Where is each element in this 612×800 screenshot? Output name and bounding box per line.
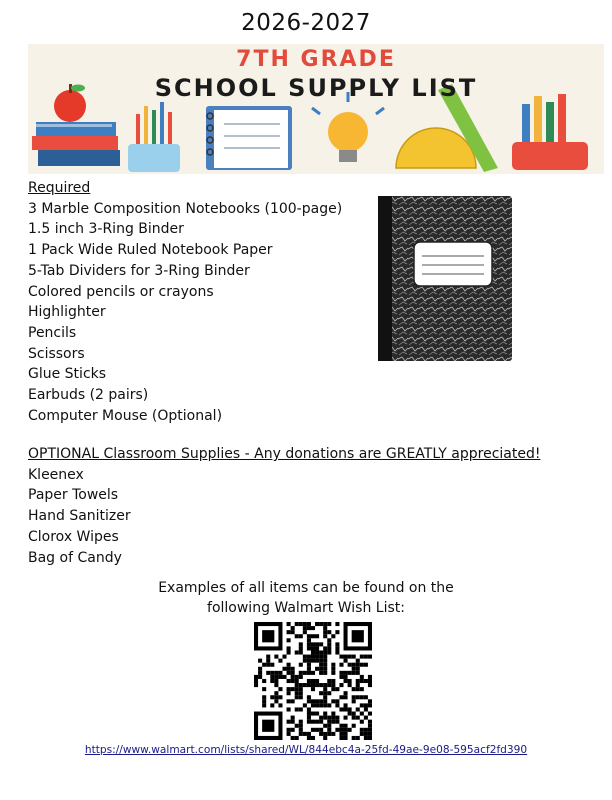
list-item: 1 Pack Wide Ruled Notebook Paper	[28, 242, 273, 259]
required-section	[28, 178, 342, 426]
list-item: 3 Marble Composition Notebooks (100-page)	[28, 200, 343, 217]
grade-heading: 7TH GRADE	[236, 47, 396, 72]
wishlist-note-line1: Examples of all items can be found on the	[158, 580, 454, 596]
spiral-notebook-icon	[206, 106, 292, 170]
list-item: Earbuds (2 pairs)	[28, 387, 149, 404]
list-item: Hand Sanitizer	[28, 508, 131, 525]
lightbulb-icon	[312, 92, 384, 162]
list-item: Clorox Wipes	[28, 528, 119, 545]
list-item: Kleenex	[28, 466, 84, 483]
wishlist-link[interactable]: https://www.walmart.com/lists/shared/WL/844ebc4a-25fd-49ae-9e08-595acf2fd390	[84, 744, 528, 756]
supply-bucket-icon	[512, 94, 588, 170]
list-item: Paper Towels	[28, 487, 119, 504]
optional-section	[28, 444, 540, 568]
composition-notebook-icon	[378, 196, 512, 361]
list-item: Highlighter	[28, 304, 106, 321]
supply-list-heading: SCHOOL SUPPLY LIST	[154, 74, 478, 102]
books-icon	[32, 122, 120, 166]
list-item: Scissors	[28, 345, 85, 362]
list-item: Pencils	[28, 324, 77, 341]
list-item: 1.5 inch 3-Ring Binder	[28, 221, 184, 238]
wishlist-note-line2: following Walmart Wish List:	[207, 600, 405, 616]
list-item: Colored pencils or crayons	[28, 283, 214, 300]
year-title: 2026-2027	[241, 10, 371, 36]
list-item: 5-Tab Dividers for 3-Ring Binder	[28, 262, 250, 279]
list-item: Glue Sticks	[28, 366, 107, 383]
required-heading: Required	[28, 180, 91, 196]
optional-heading: OPTIONAL Classroom Supplies - Any donations are GREATLY appreciated!	[28, 446, 541, 462]
qr-code-icon	[254, 622, 372, 740]
list-item: Computer Mouse (Optional)	[28, 407, 223, 424]
list-item: Bag of Candy	[28, 549, 122, 566]
header-banner	[28, 44, 604, 174]
pencil-cup-icon	[128, 102, 180, 172]
